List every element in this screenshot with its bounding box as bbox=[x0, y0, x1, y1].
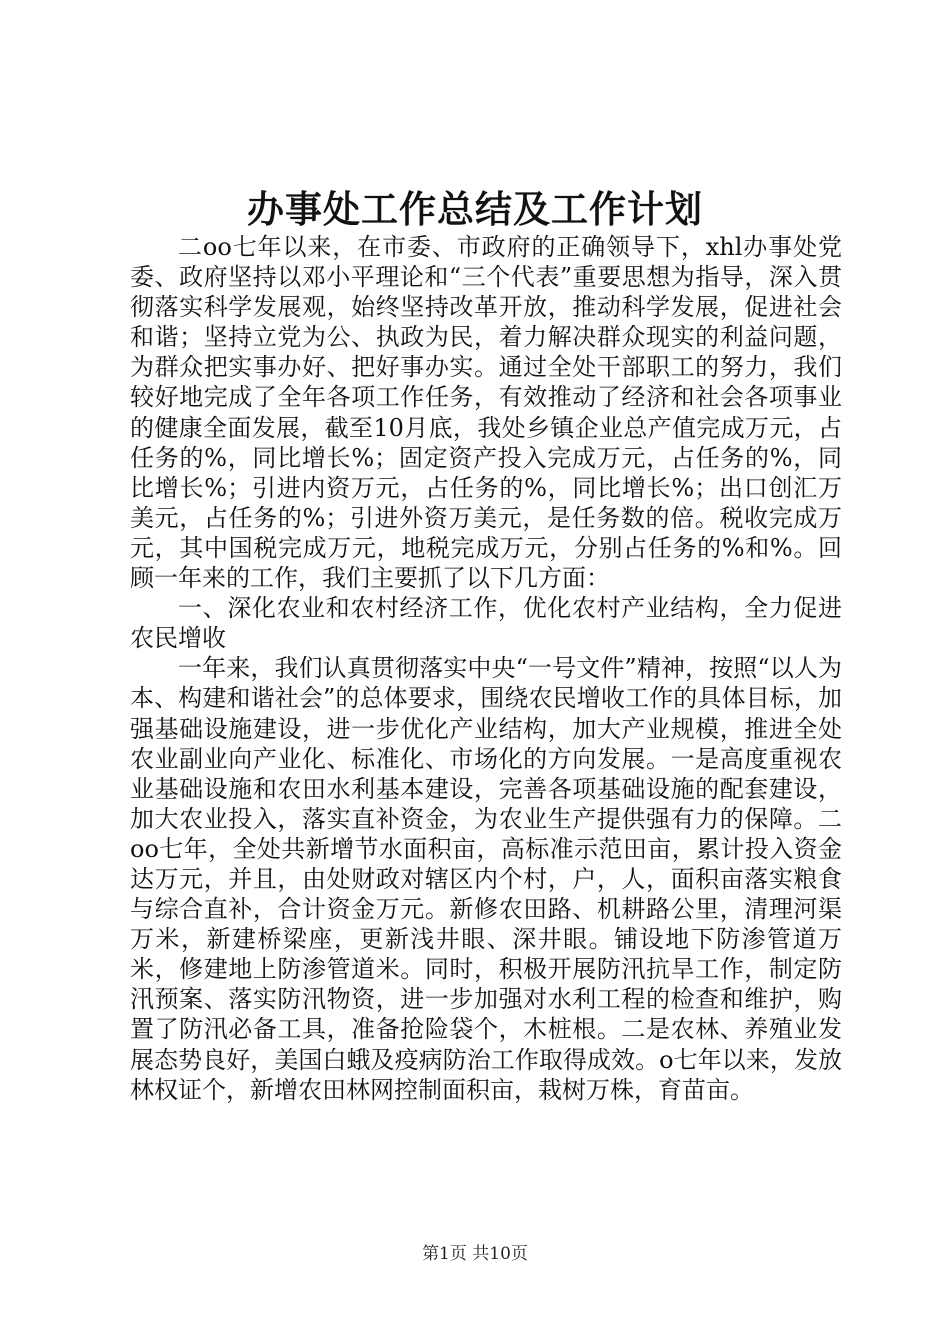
page-number: 第1页 共10页 bbox=[422, 1244, 528, 1264]
body-paragraph: 一年来，我们认真贯彻落实中央“一号文件”精神，按照“以人为本、构建和谐社会”的总体要求，围绕农民增收工作的具体目标，加强基础设施建设，进一步优化产业结构，加大产业规模，推进全处农业副业向产业化、标准化、市场化的方向发展。一是高度重视农业基础设施和农田水利基本建设，完善各项基础设施的配套建设，加大农业投入，落实直补资金，为农业生产提供强有力的保障。二oo七年，全处共新增节水面积亩，高标准示范田亩，累计投入资金达万元，并且，由处财政对辖区内个村，户，人，面积亩落实粮食与综合直补，合计资金万元。新修农田路、机耕路公里，清理河渠万米，新建桥梁座，更新浅井眼、深井眼。铺设地下防渗管道万米，修建地上防渗管道米。同时，积极开展防汛抗旱工作，制定防汛预案、落实防汛物资，进一步加强对水利工程的检查和维护，购置了防汛必备工具，准备抢险袋个，木桩根。二是农林、养殖业发展态势良好，美国白蛾及疫病防治工作取得成效。o七年以来，发放林权证个，新增农田林网控制面积亩，栽树万株，育苗亩。 bbox=[130, 654, 842, 1104]
body-paragraph: 二oo七年以来，在市委、市政府的正确领导下，xhl办事处党委、政府坚持以邓小平理论和“三个代表”重要思想为指导，深入贯彻落实科学发展观，始终坚持改革开放，推动科学发展，促进社会和谐；坚持立党为公、执政为民，着力解决群众现实的利益问题，为群众把实事办好、把好事办实。通过全处干部职工的努力，我们较好地完成了全年各项工作任务，有效推动了经济和社会各项事业的健康全面发展，截至10月底，我处乡镇企业总产值完成万元，占任务的%，同比增长%；固定资产投入完成万元，占任务的%，同比增长%；引进内资万元，占任务的%，同比增长%；出口创汇万美元，占任务的%；引进外资万美元，是任务数的倍。税收完成万元，其中国税完成万元，地税完成万元，分别占任务的%和%。回顾一年来的工作，我们主要抓了以下几方面： bbox=[130, 233, 842, 593]
document-title: 办事处工作总结及工作计划 bbox=[247, 187, 703, 231]
document-body bbox=[130, 232, 842, 1105]
section-heading: 一、深化农业和农村经济工作，优化农村产业结构，全力促进农民增收 bbox=[130, 594, 842, 653]
